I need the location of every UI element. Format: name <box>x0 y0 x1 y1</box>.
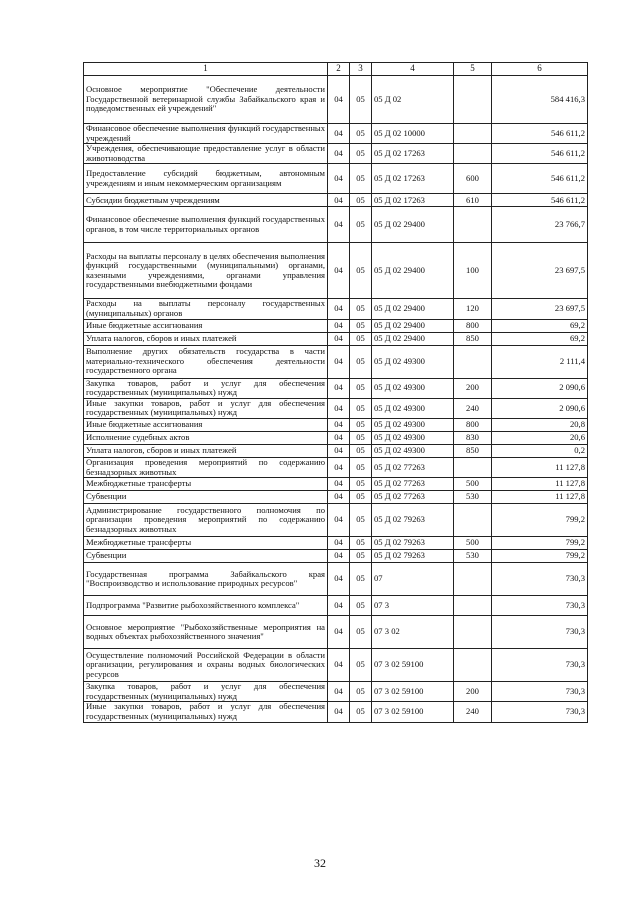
row-subsection: 05 <box>350 418 372 431</box>
row-title: Осуществление полномочий Российской Федерации в области организации, регулирования и охраны водных биологических ресурсов <box>84 649 328 682</box>
row-expense-type: 530 <box>454 550 492 563</box>
row-subsection: 05 <box>350 319 372 332</box>
row-subsection: 05 <box>350 207 372 243</box>
row-amount: 584 416,3 <box>492 76 588 124</box>
row-title: Основное мероприятие "Рыбохозяйственные мероприятия на водных объектах рыбохозяйственного значения" <box>84 616 328 649</box>
row-subsection: 05 <box>350 194 372 207</box>
row-target: 05 Д 02 79263 <box>372 504 454 537</box>
row-section: 04 <box>328 504 350 537</box>
row-amount: 11 127,8 <box>492 457 588 477</box>
table-row <box>84 431 588 444</box>
table-row <box>84 550 588 563</box>
row-subsection: 05 <box>350 702 372 722</box>
table-row <box>84 164 588 194</box>
row-target: 05 Д 02 29400 <box>372 332 454 345</box>
row-section: 04 <box>328 596 350 616</box>
table-row <box>84 444 588 457</box>
table-row <box>84 596 588 616</box>
row-target: 07 3 02 59100 <box>372 702 454 722</box>
row-expense-type <box>454 345 492 378</box>
table-row <box>84 504 588 537</box>
row-target: 05 Д 02 10000 <box>372 124 454 144</box>
row-expense-type: 240 <box>454 702 492 722</box>
row-expense-type: 850 <box>454 444 492 457</box>
budget-table <box>83 62 588 723</box>
table-row <box>84 243 588 299</box>
table-header-row <box>84 63 588 76</box>
row-amount: 0,2 <box>492 444 588 457</box>
row-section: 04 <box>328 319 350 332</box>
row-title: Государственная программа Забайкальского края "Воспроизводство и использование природных ресурсов" <box>84 563 328 596</box>
row-expense-type <box>454 616 492 649</box>
row-target: 05 Д 02 17263 <box>372 164 454 194</box>
row-target: 05 Д 02 77263 <box>372 491 454 504</box>
row-expense-type: 200 <box>454 378 492 398</box>
row-title: Финансовое обеспечение выполнения функций государственных учреждений <box>84 124 328 144</box>
row-amount: 730,3 <box>492 702 588 722</box>
row-amount: 2 090,6 <box>492 378 588 398</box>
row-section: 04 <box>328 444 350 457</box>
table-row <box>84 194 588 207</box>
header-col-4: 4 <box>372 63 454 76</box>
row-title: Закупка товаров, работ и услуг для обеспечения государственных (муниципальных) нужд <box>84 682 328 702</box>
row-subsection: 05 <box>350 563 372 596</box>
row-target: 05 Д 02 29400 <box>372 299 454 319</box>
row-expense-type: 120 <box>454 299 492 319</box>
row-expense-type: 800 <box>454 319 492 332</box>
row-subsection: 05 <box>350 550 372 563</box>
row-title: Уплата налогов, сборов и иных платежей <box>84 444 328 457</box>
row-amount: 23 697,5 <box>492 243 588 299</box>
header-col-5: 5 <box>454 63 492 76</box>
row-section: 04 <box>328 537 350 550</box>
row-title: Расходы на выплаты персоналу государственных (муниципальных) органов <box>84 299 328 319</box>
row-target: 07 3 02 59100 <box>372 649 454 682</box>
row-target: 07 3 <box>372 596 454 616</box>
row-expense-type: 600 <box>454 164 492 194</box>
row-amount: 69,2 <box>492 319 588 332</box>
row-title: Финансовое обеспечение выполнения функций государственных органов, в том числе территориальных органов <box>84 207 328 243</box>
row-subsection: 05 <box>350 299 372 319</box>
row-subsection: 05 <box>350 431 372 444</box>
row-amount: 730,3 <box>492 596 588 616</box>
row-subsection: 05 <box>350 649 372 682</box>
row-amount: 23 766,7 <box>492 207 588 243</box>
table-row <box>84 649 588 682</box>
table-row <box>84 491 588 504</box>
row-expense-type: 530 <box>454 491 492 504</box>
row-subsection: 05 <box>350 345 372 378</box>
table-row <box>84 682 588 702</box>
row-title: Закупка товаров, работ и услуг для обеспечения государственных (муниципальных) нужд <box>84 378 328 398</box>
table-row <box>84 207 588 243</box>
table-row <box>84 299 588 319</box>
table-row <box>84 378 588 398</box>
row-title: Организация проведения мероприятий по содержанию безнадзорных животных <box>84 457 328 477</box>
row-section: 04 <box>328 299 350 319</box>
row-section: 04 <box>328 418 350 431</box>
table-row <box>84 144 588 164</box>
row-amount: 546 611,2 <box>492 164 588 194</box>
row-expense-type <box>454 457 492 477</box>
table-row <box>84 616 588 649</box>
row-section: 04 <box>328 332 350 345</box>
row-section: 04 <box>328 76 350 124</box>
row-subsection: 05 <box>350 332 372 345</box>
table-row <box>84 702 588 722</box>
row-subsection: 05 <box>350 124 372 144</box>
row-subsection: 05 <box>350 76 372 124</box>
row-title: Межбюджетные трансферты <box>84 537 328 550</box>
row-target: 05 Д 02 49300 <box>372 378 454 398</box>
row-expense-type <box>454 207 492 243</box>
row-target: 05 Д 02 49300 <box>372 398 454 418</box>
row-title: Иные бюджетные ассигнования <box>84 418 328 431</box>
row-expense-type <box>454 649 492 682</box>
row-expense-type: 500 <box>454 478 492 491</box>
row-subsection: 05 <box>350 596 372 616</box>
row-amount: 799,2 <box>492 504 588 537</box>
row-target: 05 Д 02 79263 <box>372 537 454 550</box>
row-target: 05 Д 02 29400 <box>372 207 454 243</box>
row-title: Субсидии бюджетным учреждениям <box>84 194 328 207</box>
row-target: 05 Д 02 29400 <box>372 319 454 332</box>
table-row <box>84 332 588 345</box>
row-section: 04 <box>328 550 350 563</box>
header-col-3: 3 <box>350 63 372 76</box>
row-title: Основное мероприятие "Обеспечение деятельности Государственной ветеринарной службы Забайкальского края и подведомственных ей учреждений" <box>84 76 328 124</box>
row-amount: 546 611,2 <box>492 124 588 144</box>
row-section: 04 <box>328 378 350 398</box>
row-expense-type <box>454 144 492 164</box>
row-subsection: 05 <box>350 682 372 702</box>
row-section: 04 <box>328 682 350 702</box>
row-expense-type: 100 <box>454 243 492 299</box>
row-amount: 69,2 <box>492 332 588 345</box>
row-title: Иные закупки товаров, работ и услуг для обеспечения государственных (муниципальных) нужд <box>84 702 328 722</box>
row-title: Иные бюджетные ассигнования <box>84 319 328 332</box>
row-amount: 23 697,5 <box>492 299 588 319</box>
row-expense-type: 830 <box>454 431 492 444</box>
row-subsection: 05 <box>350 537 372 550</box>
row-amount: 11 127,8 <box>492 491 588 504</box>
row-section: 04 <box>328 649 350 682</box>
row-amount: 546 611,2 <box>492 194 588 207</box>
row-subsection: 05 <box>350 444 372 457</box>
row-section: 04 <box>328 457 350 477</box>
row-section: 04 <box>328 478 350 491</box>
row-subsection: 05 <box>350 164 372 194</box>
row-target: 05 Д 02 49300 <box>372 345 454 378</box>
row-target: 05 Д 02 29400 <box>372 243 454 299</box>
row-expense-type: 240 <box>454 398 492 418</box>
row-section: 04 <box>328 124 350 144</box>
row-subsection: 05 <box>350 478 372 491</box>
row-subsection: 05 <box>350 616 372 649</box>
row-expense-type: 850 <box>454 332 492 345</box>
table-row <box>84 319 588 332</box>
row-title: Субвенции <box>84 491 328 504</box>
row-target: 05 Д 02 49300 <box>372 418 454 431</box>
row-target: 07 3 02 59100 <box>372 682 454 702</box>
row-subsection: 05 <box>350 457 372 477</box>
table-row <box>84 124 588 144</box>
row-subsection: 05 <box>350 378 372 398</box>
header-col-6: 6 <box>492 63 588 76</box>
row-target: 05 Д 02 77263 <box>372 457 454 477</box>
row-expense-type <box>454 76 492 124</box>
row-section: 04 <box>328 563 350 596</box>
row-title: Субвенции <box>84 550 328 563</box>
row-title: Иные закупки товаров, работ и услуг для обеспечения государственных (муниципальных) нужд <box>84 398 328 418</box>
row-target: 05 Д 02 <box>372 76 454 124</box>
row-subsection: 05 <box>350 398 372 418</box>
row-amount: 2 111,4 <box>492 345 588 378</box>
row-target: 05 Д 02 49300 <box>372 431 454 444</box>
row-title: Межбюджетные трансферты <box>84 478 328 491</box>
header-col-2: 2 <box>328 63 350 76</box>
table-row <box>84 537 588 550</box>
row-target: 05 Д 02 49300 <box>372 444 454 457</box>
row-expense-type: 610 <box>454 194 492 207</box>
row-subsection: 05 <box>350 243 372 299</box>
row-section: 04 <box>328 207 350 243</box>
row-expense-type <box>454 596 492 616</box>
row-section: 04 <box>328 243 350 299</box>
table-row <box>84 398 588 418</box>
row-amount: 730,3 <box>492 649 588 682</box>
row-section: 04 <box>328 616 350 649</box>
row-expense-type: 800 <box>454 418 492 431</box>
row-section: 04 <box>328 398 350 418</box>
row-section: 04 <box>328 164 350 194</box>
row-amount: 2 090,6 <box>492 398 588 418</box>
row-amount: 20,6 <box>492 431 588 444</box>
page-number: 32 <box>314 856 326 870</box>
budget-table-body <box>84 63 588 723</box>
row-expense-type: 200 <box>454 682 492 702</box>
row-section: 04 <box>328 431 350 444</box>
row-title: Администрирование государственного полномочия по организации проведения мероприятий по содержанию безнадзорных животных <box>84 504 328 537</box>
row-section: 04 <box>328 345 350 378</box>
row-target: 07 <box>372 563 454 596</box>
row-section: 04 <box>328 491 350 504</box>
row-title: Предоставление субсидий бюджетным, автономным учреждениям и иным некоммерческим организациям <box>84 164 328 194</box>
row-target: 05 Д 02 79263 <box>372 550 454 563</box>
row-subsection: 05 <box>350 491 372 504</box>
table-row <box>84 563 588 596</box>
row-subsection: 05 <box>350 144 372 164</box>
row-title: Выполнение других обязательств государства в части материально-технического обеспечения деятельности государственного органа <box>84 345 328 378</box>
row-amount: 11 127,8 <box>492 478 588 491</box>
row-title: Исполнение судебных актов <box>84 431 328 444</box>
row-amount: 730,3 <box>492 682 588 702</box>
row-target: 07 3 02 <box>372 616 454 649</box>
row-expense-type <box>454 124 492 144</box>
row-amount: 20,8 <box>492 418 588 431</box>
row-amount: 799,2 <box>492 550 588 563</box>
row-amount: 546 611,2 <box>492 144 588 164</box>
row-title: Уплата налогов, сборов и иных платежей <box>84 332 328 345</box>
row-subsection: 05 <box>350 504 372 537</box>
row-section: 04 <box>328 144 350 164</box>
row-title: Учреждения, обеспечивающие предоставление услуг в области животноводства <box>84 144 328 164</box>
row-amount: 730,3 <box>492 616 588 649</box>
table-row <box>84 418 588 431</box>
row-title: Расходы на выплаты персоналу в целях обеспечения выполнения функций государственными (муниципальными) органами, казенными учреждениями, органами управления государственными внебюджетными фондами <box>84 243 328 299</box>
table-row <box>84 76 588 124</box>
table-row <box>84 478 588 491</box>
row-expense-type <box>454 563 492 596</box>
table-row <box>84 345 588 378</box>
table-row <box>84 457 588 477</box>
row-target: 05 Д 02 17263 <box>372 144 454 164</box>
row-amount: 730,3 <box>492 563 588 596</box>
row-target: 05 Д 02 17263 <box>372 194 454 207</box>
row-section: 04 <box>328 194 350 207</box>
row-amount: 799,2 <box>492 537 588 550</box>
row-expense-type <box>454 504 492 537</box>
row-expense-type: 500 <box>454 537 492 550</box>
header-col-1: 1 <box>84 63 328 76</box>
row-title: Подпрограмма "Развитие рыбохозяйственного комплекса" <box>84 596 328 616</box>
row-section: 04 <box>328 702 350 722</box>
row-target: 05 Д 02 77263 <box>372 478 454 491</box>
